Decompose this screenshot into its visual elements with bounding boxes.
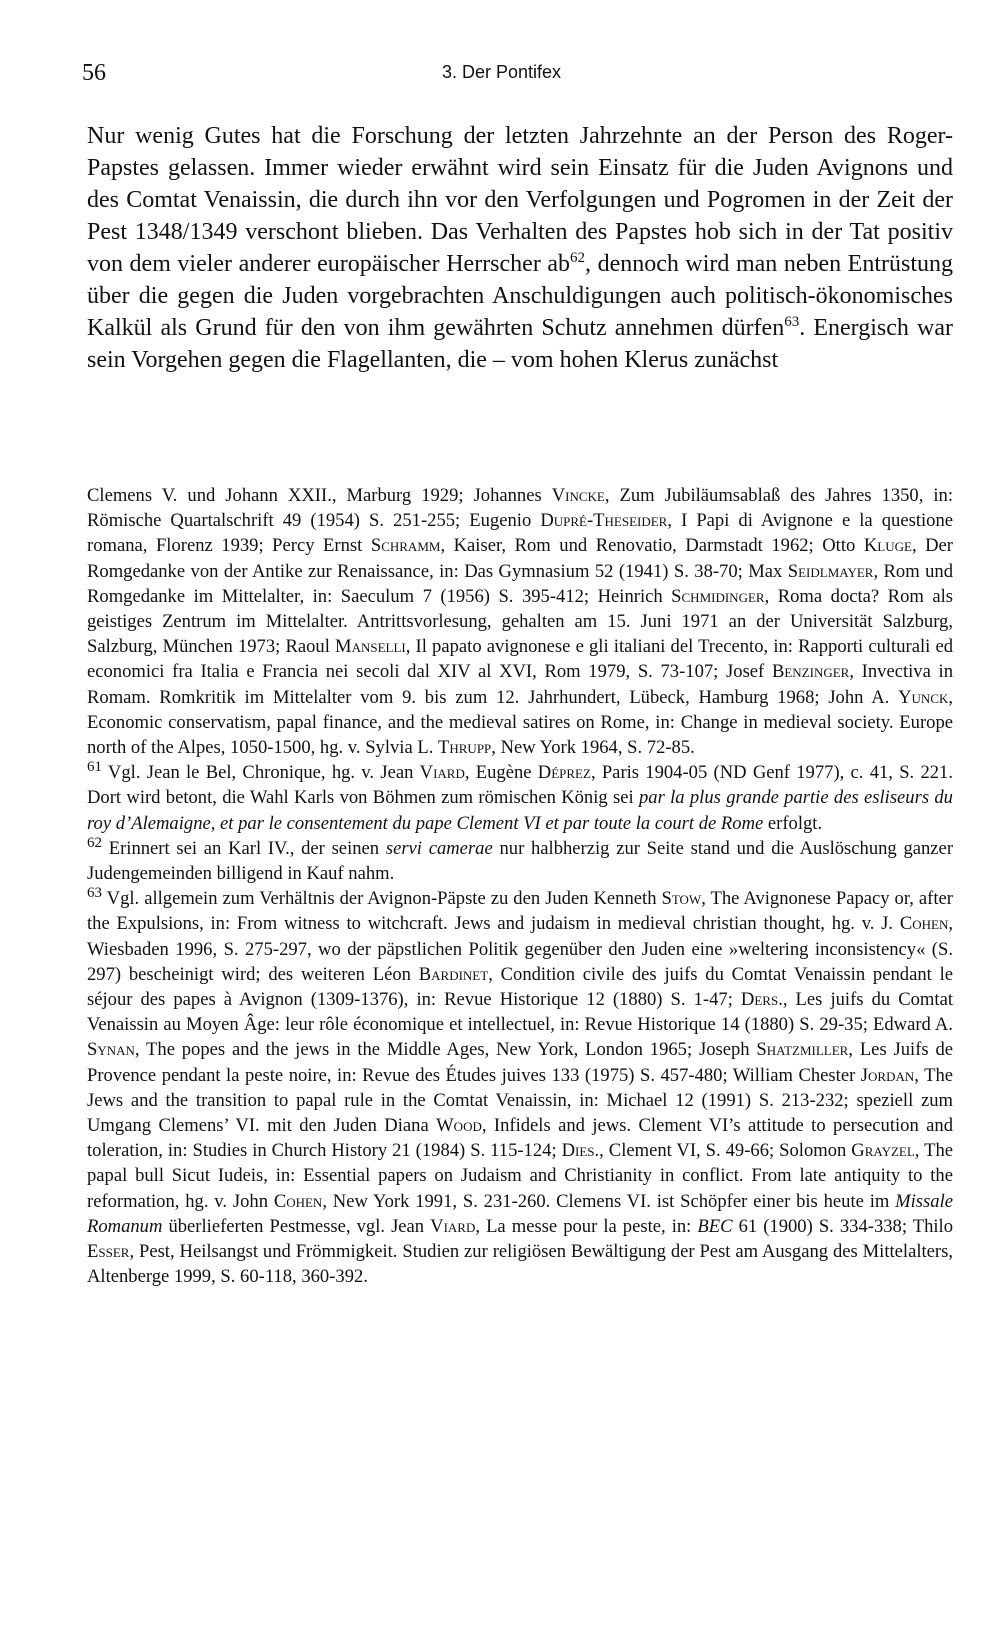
footnote-63: $^{63}$ Vgl. allgemein zum Verhältnis der Avignon-Päpste zu den Juden Kenneth Stow, The Avignonese Papacy or, after the Expulsions, in: From witness to witchcraft. Jews and judaism in medieval christian thought, hg. v. J. Cohen, Wiesbaden 1996, S. 275-297, wo der päpstlichen Politik gegenüber den Juden eine »weltering inconsistency« (S. 297) bescheinigt wird; des weiteren Léon Bardinet, Condition civile des juifs du Comtat Venaissin pendant le séjour des papes à Avignon (1309-1376), in: Revue Historique 12 (1880) S. 1-47; Ders., Les juifs du Comtat Venaissin au Moyen Âge: leur rôle économique et intellectuel, in: Revue Historique 14 (1880) S. 29-35; Edward A. Synan, The popes and the jews in the Middle Ages, New York, London 1965; Joseph Shatzmiller, Les Juifs de Provence pendant la peste noire, in: Revue des Études juives 133 (1975) S. 457-480; William Chester Jordan, The Jews and the transition to papal rule in the Comtat Venaissin, in: Michael 12 (1991) S. 213-232; speziell zum Umgang Clemens’ VI. mit den Juden Diana Wood, Infidels and jews. Clement VI’s attitude to persecution and toleration, in: Studies in Church History 21 (1984) S. 115-124; Dies., Clement VI, S. 49-66; Solomon Grayzel, The papal bull Sicut Iudeis, in: Essential papers on Judaism and Christianity in conflict. From late antiquity to the reformation, hg. v. John Cohen, New York 1991, S. 231-260. Clemens VI. ist Schöpfer einer bis heute im Missale Romanum überlieferten Pestmesse, vgl. Jean Viard, La messe pour la peste, in: BEC 61 (1900) S. 334-338; Thilo Esser, Pest, Heilsangst und Frömmigkeit. Studien zur religiösen Bewältigung der Pest am Ausgang des Mittelalters, Altenberge 1999, S. 60-118, 360-392. xyxy=(87,885,953,1288)
footnote-61: $^{61}$ Vgl. Jean le Bel, Chronique, hg. v. Jean Viard, Eugène Déprez, Paris 1904-05 (ND Genf 1977), c. 41, S. 221. Dort wird betont, die Wahl Karls von Böhmen zum römischen König sei par la plus grande partie des esliseurs du roy d’Alemaigne, et par le consentement du pape Clement VI et par toute la court de Rome erfolgt. xyxy=(87,759,953,834)
footnote-ref-62: 62 xyxy=(570,250,586,266)
body-paragraph: Nur wenig Gutes hat die Forschung der letzten Jahrzehnte an der Person des Roger-Papstes gelassen. Immer wieder erwähnt wird sein Einsatz für die Juden Avignons und des Comtat Venaissin, die durch ihn vor den Verfolgungen und Pogromen in der Zeit der Pest 1348/1349 verschont blieben. Das Verhalten des Papstes hob sich in der Tat positiv von dem vieler anderer europäischer Herrscher $ab^{62}$, dennoch wird man neben Entrüstung über die gegen die Juden vorgebrachten Anschuldigungen auch politisch-ökonomisches Kalkül als Grund für den von ihm gewährten Schutz annehmen dürfen$^{63}$. Energisch war sein Vorgehen gegen die Flagellanten, die – vom hohen Klerus zunächst xyxy=(87,123,954,373)
main-text xyxy=(87,120,953,376)
footnote-ref-63: 63 xyxy=(784,314,800,330)
chapter-title: 3. Der Pontifex xyxy=(442,62,562,82)
footnote-number: 61 xyxy=(87,759,102,776)
footnote-number: 63 xyxy=(87,885,102,902)
running-head xyxy=(82,60,960,90)
page-number: 56 xyxy=(82,60,106,86)
footnote-62: $^{62}$ Erinnert sei an Karl IV., der seinen servi camerae nur halbherzig zur Seite stand und die Auslöschung ganzer Judengemeinden billigend in Kauf nahm. xyxy=(87,834,954,885)
footnote-number: 62 xyxy=(87,834,102,851)
footnote-continuation: Clemens V. und Johann XXII., Marburg 1929; Johannes Vincke, Zum Jubiläumsablaß des Jahres 1350, in: Römische Quartalschrift 49 (1954) S. 251-255; Eugenio Dupré-Theseider, I Papi di Avignone e la questione romana, Florenz 1939; Percy Ernst Schramm, Kaiser, Rom und Renovatio, Darmstadt 1962; Otto Kluge, Der Romgedanke von der Antike zur Renaissance, in: Das Gymnasium 52 (1941) S. 38-70; Max Seidlmayer, Rom und Romgedanke im Mittelalter, in: Saeculum 7 (1956) S. 395-412; Heinrich Schmidinger, Roma docta? Rom als geistiges Zentrum im Mittelalter. Antrittsvorlesung, gehalten am 15. Juni 1971 an der Universität Salzburg, Salzburg, München 1973; Raoul Manselli, Il papato avignonese e gli italiani del Trecento, in: Rapporti culturali ed economici fra Italia e Francia nei secoli dal XIV al XVI, Rom 1979, S. 73-107; Josef Benzinger, Invectiva in Romam. Romkritik im Mittelalter vom 9. bis zum 12. Jahrhundert, Lübeck, Hamburg 1968; John A. Yunck, Economic conservatism, papal finance, and the medieval satires on Rome, in: Change in medieval society. Europe north of the Alpes, 1050-1500, hg. v. Sylvia L. Thrupp, New York 1964, S. 72-85. xyxy=(87,485,954,759)
footnotes xyxy=(87,483,953,1290)
